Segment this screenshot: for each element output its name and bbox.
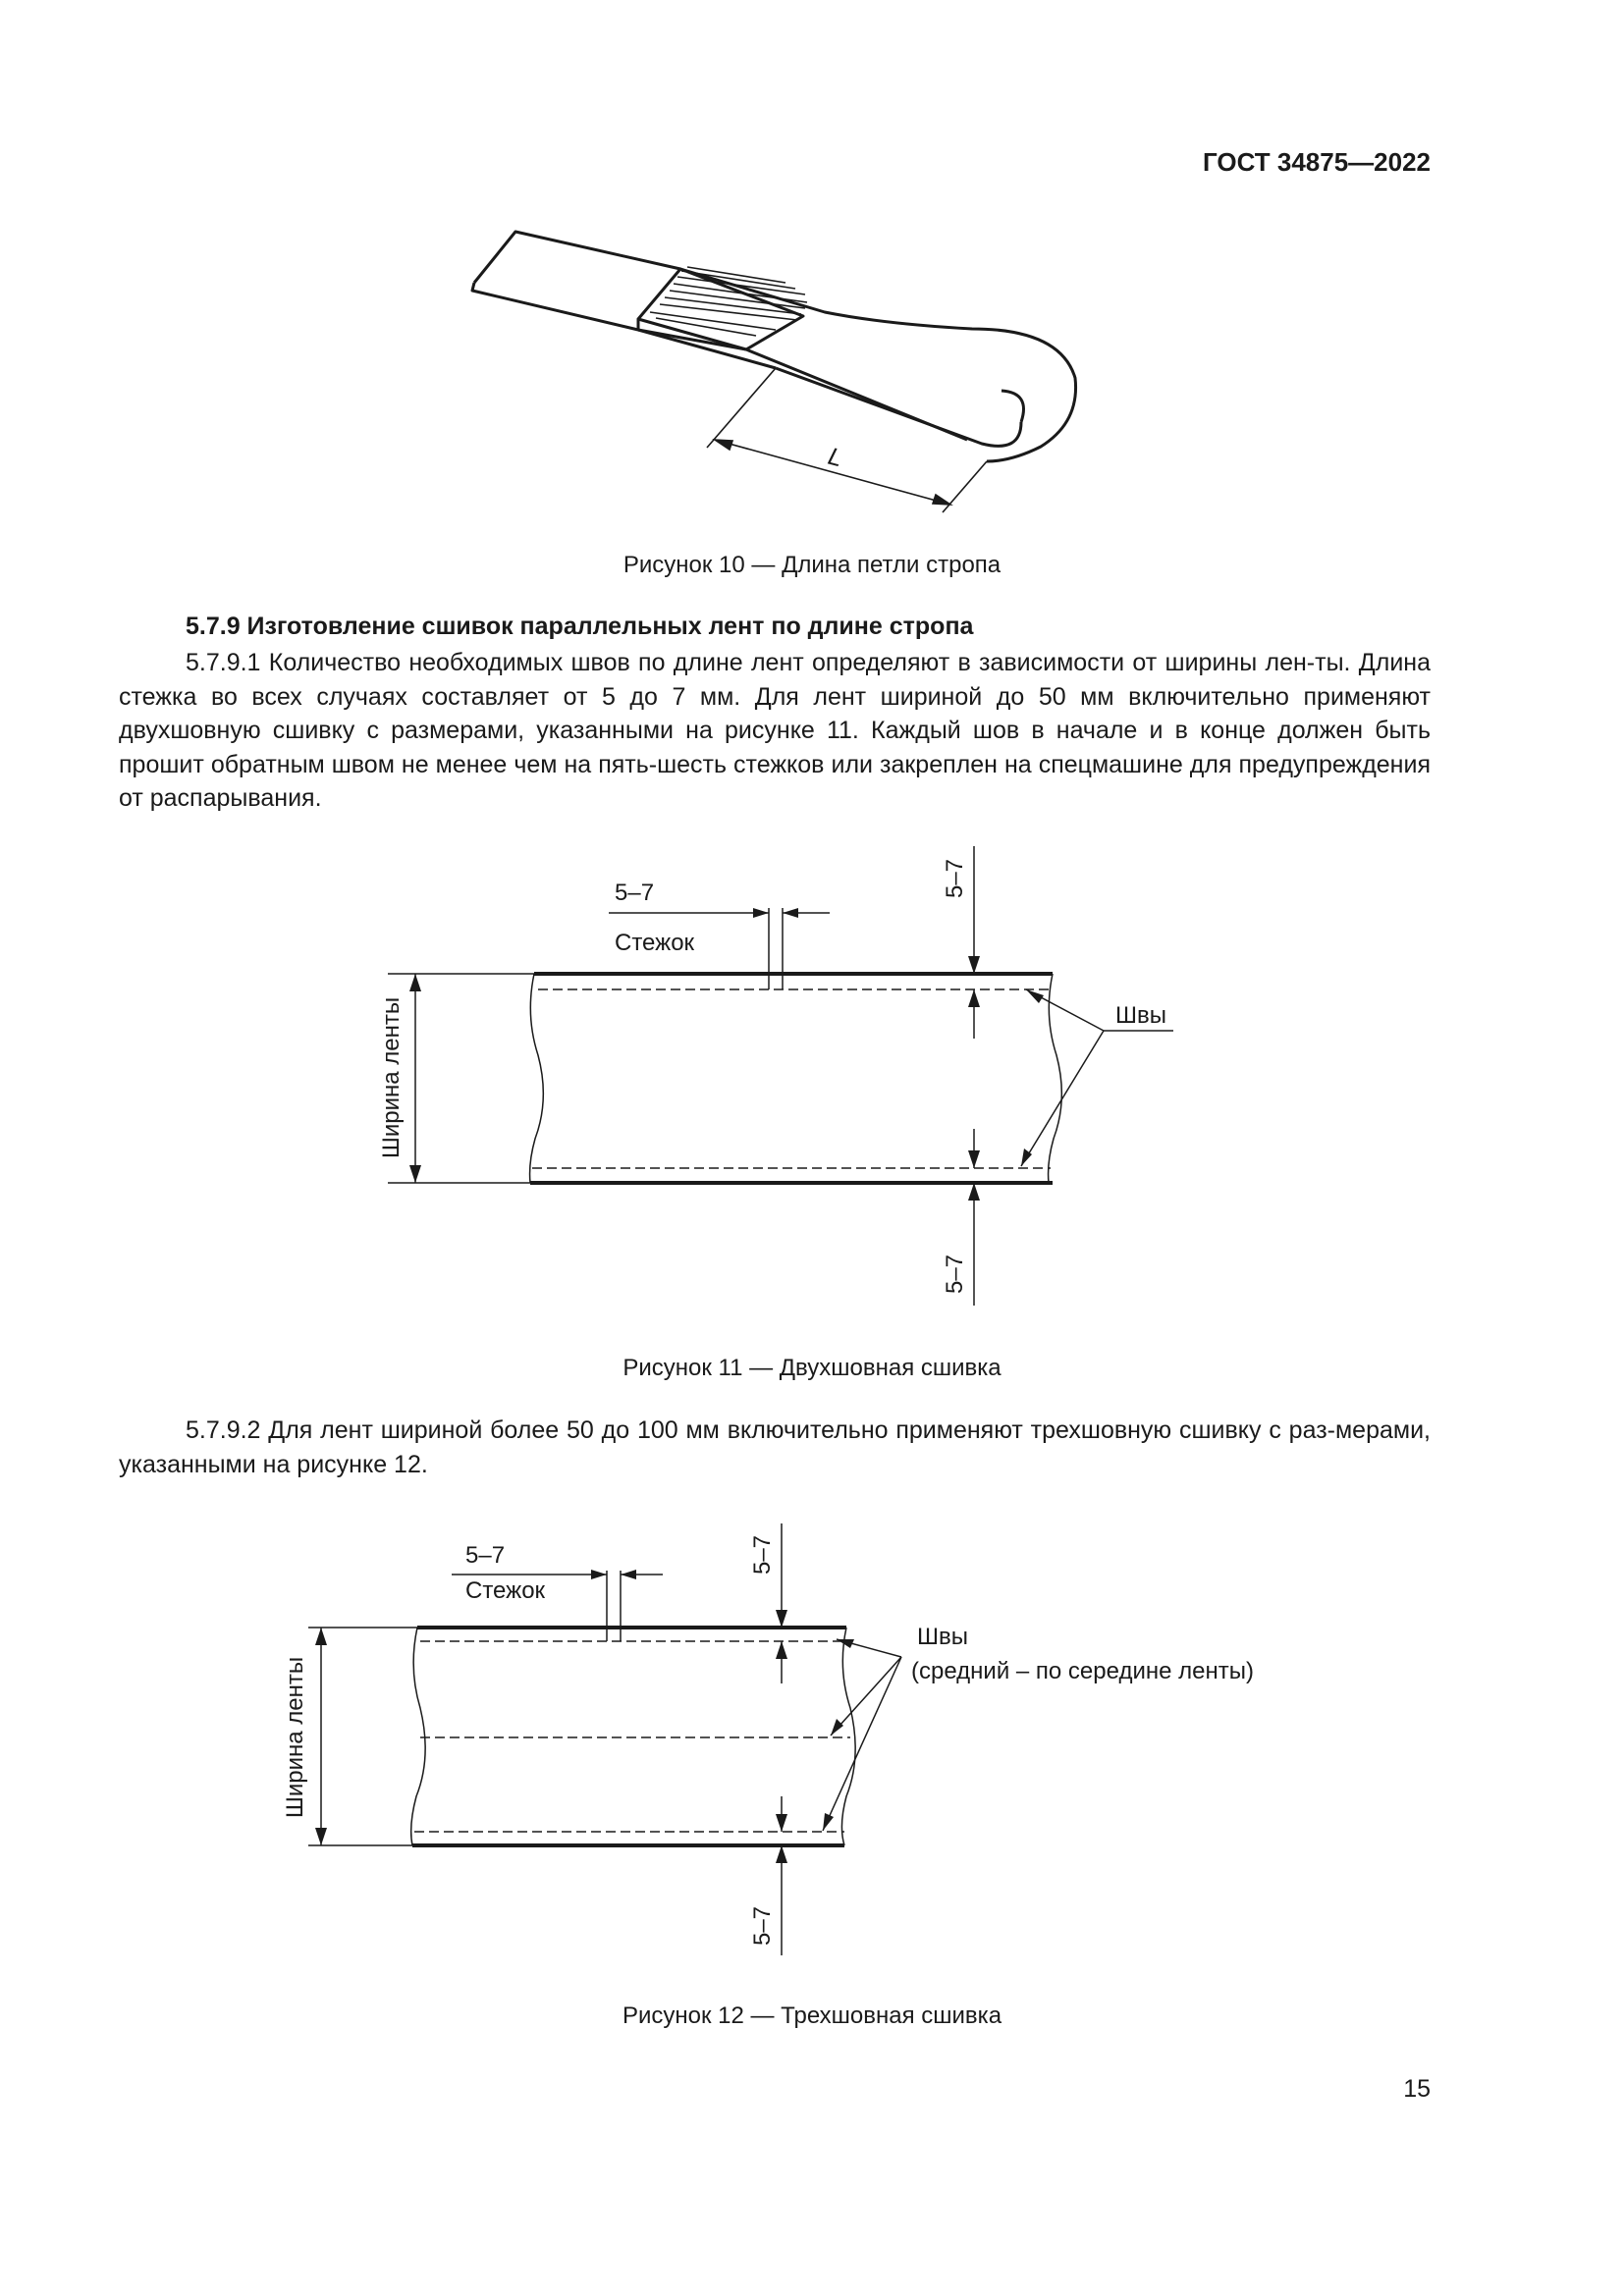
- seams-label: Швы: [1115, 1002, 1166, 1029]
- document-number: ГОСТ 34875—2022: [1203, 147, 1431, 177]
- figure-10-caption: Рисунок 10 — Длина петли стропа: [623, 552, 1001, 578]
- stitch-dimension-label: 5–7: [615, 880, 655, 906]
- tape-width-label: Ширина ленты: [378, 996, 405, 1159]
- dimension-L-label: L: [825, 442, 846, 473]
- bottom-seam-offset-label: 5–7: [942, 1254, 968, 1295]
- strap-upper: [474, 232, 1076, 461]
- section-heading: 5.7.9 Изготовление сшивок параллельных лент по длине стропа: [186, 613, 974, 640]
- seams-label: Швы: [917, 1624, 968, 1650]
- figure-12-caption: Рисунок 12 — Трехшовная сшивка: [622, 2002, 1002, 2029]
- paragraph-text: 5.7.9.2 Для лент шириной более 50 до 100 мм включительно применяют трехшовную сшивку с раз-мерами, указанными на рисунке 12.: [119, 1416, 1431, 1478]
- stitch-dimension-label: 5–7: [465, 1542, 506, 1569]
- figure-11-caption: Рисунок 11 — Двухшовная сшивка: [623, 1355, 1001, 1381]
- figure-10-loop-drawing: [0, 0, 1624, 550]
- top-seam-offset-label: 5–7: [749, 1534, 776, 1575]
- strap-lower: [776, 368, 1021, 446]
- page-number: 15: [1403, 2075, 1431, 2103]
- paragraph-5-7-9-2: [119, 1414, 1431, 1481]
- tape-width-label: Ширина ленты: [282, 1656, 308, 1819]
- paragraph-5-7-9-1: [119, 646, 1431, 816]
- stitch-label: Стежок: [465, 1577, 546, 1604]
- paragraph-text: 5.7.9.1 Количество необходимых швов по длине лент определяют в зависимости от ширины лен-ты. Длина стежка во всех случаях составляет от 5 до 7 мм. Для лент шириной до 50 мм включительно применяют двухшовную сшивку с размерами, указанными на рисунке 11. Каждый шов в начале и в конце должен быть прошит обратным швом не менее чем на пять-шесть стежков или закреплен на спецмашине для предупреждения от распарывания.: [119, 649, 1431, 812]
- figure-12-drawing: [0, 1512, 1624, 1963]
- stitch-label: Стежок: [615, 930, 695, 956]
- bottom-seam-offset-label: 5–7: [749, 1905, 776, 1947]
- seams-note: (средний – по середине ленты): [911, 1658, 1254, 1684]
- figure-11-drawing: [0, 834, 1624, 1306]
- top-seam-offset-label: 5–7: [942, 858, 968, 899]
